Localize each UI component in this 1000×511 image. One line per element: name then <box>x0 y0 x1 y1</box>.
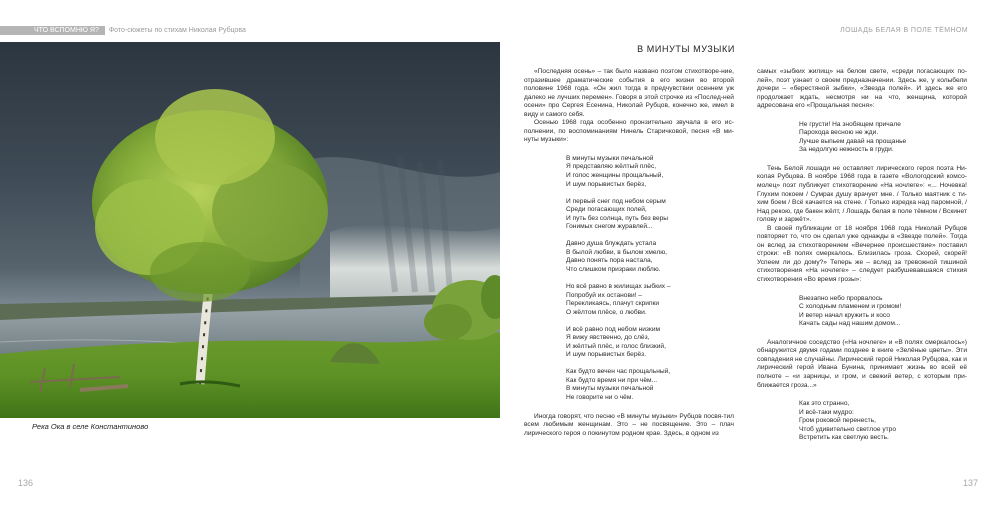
text-column-2 <box>757 68 967 453</box>
poem-line: Попробуй их останови! – <box>566 291 642 299</box>
poem-line: И шум порывистых берёз, <box>566 180 647 188</box>
poem-line: Гонимых снегом журавлей... <box>566 223 653 231</box>
poem-line: Гром роковой перенесть, <box>799 417 876 425</box>
poem-line: Давно душа блуждать устала <box>566 240 657 248</box>
poem-line: Не говорите ни о чём. <box>566 394 634 401</box>
poem-line: Я вижу явственно, до слёз, <box>566 334 650 342</box>
poem-line: Парохода весною не жди. <box>799 129 879 137</box>
text-column-1 <box>524 68 734 438</box>
section-subtitle: Фото-сюжеты по стихам Николая Рубцова <box>108 27 246 34</box>
poem-line: Не грусти! На знобящем причале <box>799 120 901 128</box>
paragraph: «Последняя осень» – так было названо поэтом стихотворе-ние, отразившее драматические события в его жизни во второй половине 1968 года. «Он жил тогда в предчувствии осеннем уж далеко не лучших перемен». Говоря в этой строчке из «Послед-ней осени» про Сергея Есенина, Николай Рубцов, конечно же, имел в виду и самого себя. <box>524 68 734 118</box>
poem-block <box>799 295 967 329</box>
poem-block <box>799 400 967 443</box>
landscape-illustration <box>0 42 500 418</box>
poem-stanza <box>566 283 734 317</box>
poem-line: И всё равно под небом низким <box>566 325 661 333</box>
poem-line: И голос женщины прощальный, <box>566 172 664 180</box>
paragraph: самых «зыбких жилищ» на белом свете, «среди погасающих по-лей», поэт узнает о своем предназначении. Здесь же, у колыбели дочери – «берестяной зыбки», «Звезда полей». И здесь же его продолжает ждать, несмотря ни на что, женщина, которой адресована его «Прощальная песня»: <box>757 68 967 110</box>
poem-line: И путь без солнца, путь без веры <box>566 214 669 222</box>
poem-stanza <box>566 155 734 189</box>
poem-line: И жёлтый плёс, и голос близкий, <box>566 342 666 350</box>
poem-line: В минуты музыки печальной <box>566 385 654 393</box>
poem-line: О жёлтом плёсе, о любви. <box>566 308 647 316</box>
page-number-left: 136 <box>18 478 34 488</box>
paragraph: В своей публикации от 18 ноября 1968 года Николай Рубцов повторяет то, что он сделал уже однажды в «Звезде полей». Тогда он вслед за стихотворением «Вечернее происшествие» поставил строки: «В полях смеркалось. Близилась гроза. Скорей, скорей! Успеем ли до дому?» Теперь же – вслед за тревожной тишиной стихотворения «На ночлеге» – следует разбушевавшаяся стихия стихотворения «Во время грозы»: <box>757 224 967 284</box>
photo-caption: Река Ока в селе Константиново <box>32 422 149 431</box>
running-head-left <box>0 26 500 35</box>
poem-line: В былой любви, в былом хмелю, <box>566 248 667 256</box>
poem-stanza <box>799 121 967 155</box>
poem-line: И шум порывистых берёз. <box>566 351 647 359</box>
article-title: В МИНУТЫ МУЗЫКИ <box>637 44 735 54</box>
poem-line: С холодным пламенем и громом! <box>799 303 902 311</box>
poem-line: Чтоб удивительно светлое утро <box>799 425 897 433</box>
poem-line: И первый снег под небом серым <box>566 197 666 205</box>
poem-line: За недолгую нежность в груди. <box>799 146 894 154</box>
poem-block <box>566 155 734 403</box>
paragraph: Осенью 1968 года особенно пронзительно звучала в его ис-полнении, по воспоминаниям Нинель Старичковой, песня «В ми-нуты музыки»: <box>524 119 734 144</box>
poem-line: Встретить как светлую весть. <box>799 434 889 442</box>
poem-line: В минуты музыки печальной <box>566 154 654 162</box>
poem-line: Но всё равно в жилищах зыбких – <box>566 282 671 290</box>
poem-line: Среди погасающих полей, <box>566 206 647 214</box>
poem-stanza <box>799 295 967 329</box>
running-head-right: ЛОШАДЬ БЕЛАЯ В ПОЛЕ ТЁМНОМ <box>840 27 968 34</box>
section-label: ЧТО ВСПОМНЮ Я? <box>0 26 105 35</box>
poem-line: И ветер начал кружить и косо <box>799 311 890 319</box>
poem-line: Перекликаясь, плачут скрипки <box>566 300 660 308</box>
poem-line: И всё-таки мудро: <box>799 408 854 416</box>
poem-line: Как будто время ни при чём... <box>566 376 658 384</box>
paragraph: Иногда говорят, что песню «В минуты музыки» Рубцов посвя-тил всем любимым женщинам. Это – не посвящение. Это – плач лирического героя о покинутом родном крае. Здесь, в одном из <box>524 412 734 437</box>
poem-line: Качать сады над нашим домом... <box>799 320 901 328</box>
poem-block <box>799 121 967 155</box>
poem-stanza <box>799 400 967 443</box>
poem-line: Как будто вечен час прощальный, <box>566 368 671 376</box>
paragraph: Аналогичное соседство («На ночлеге» и «В полях смеркалось») обнаружится двумя годами позднее в книге «Зелёные цветы». Эти совпадения не случайны. Лирический герой Николая Рубцова, как и лирический герой Ивана Бунина, принимает жизнь во всей её полноте – «и зарницы, и гром, и свежий ветер, с которым при-ближается гроза...» <box>757 338 967 389</box>
poem-line: Давно понять пора настала, <box>566 257 653 265</box>
birch-tree-photo <box>0 42 500 418</box>
poem-line: Как это странно, <box>799 400 850 408</box>
poem-line: Лучше выпьем давай на прощанье <box>799 137 907 145</box>
poem-stanza <box>566 368 734 402</box>
poem-line: Что слишком призраки люблю. <box>566 265 661 273</box>
poem-stanza <box>566 240 734 274</box>
page-number-right: 137 <box>962 478 978 488</box>
poem-line: Я представляю жёлтый плёс, <box>566 163 657 171</box>
paragraph: Тень Белой лошади не оставляет лирического героя поэта Ни-колая Рубцова. В ноябре 1968 года в газете «Вологодский комсо-молец» поэт публикует стихотворение «На ночлеге»: «... Ночевка! Глухим покоем / Сумрак душу врачует мне. / Только маятник с ти-хим боем / Всё качается на стене. / Только изредка над паромной, / Над рекою, где бакен жёлт, / Лошадь белая в поле тёмном / Вскинет голову и заржёт». <box>757 164 967 224</box>
poem-stanza <box>566 326 734 360</box>
poem-stanza <box>566 198 734 232</box>
poem-line: Внезапно небо прорвалось <box>799 294 883 302</box>
